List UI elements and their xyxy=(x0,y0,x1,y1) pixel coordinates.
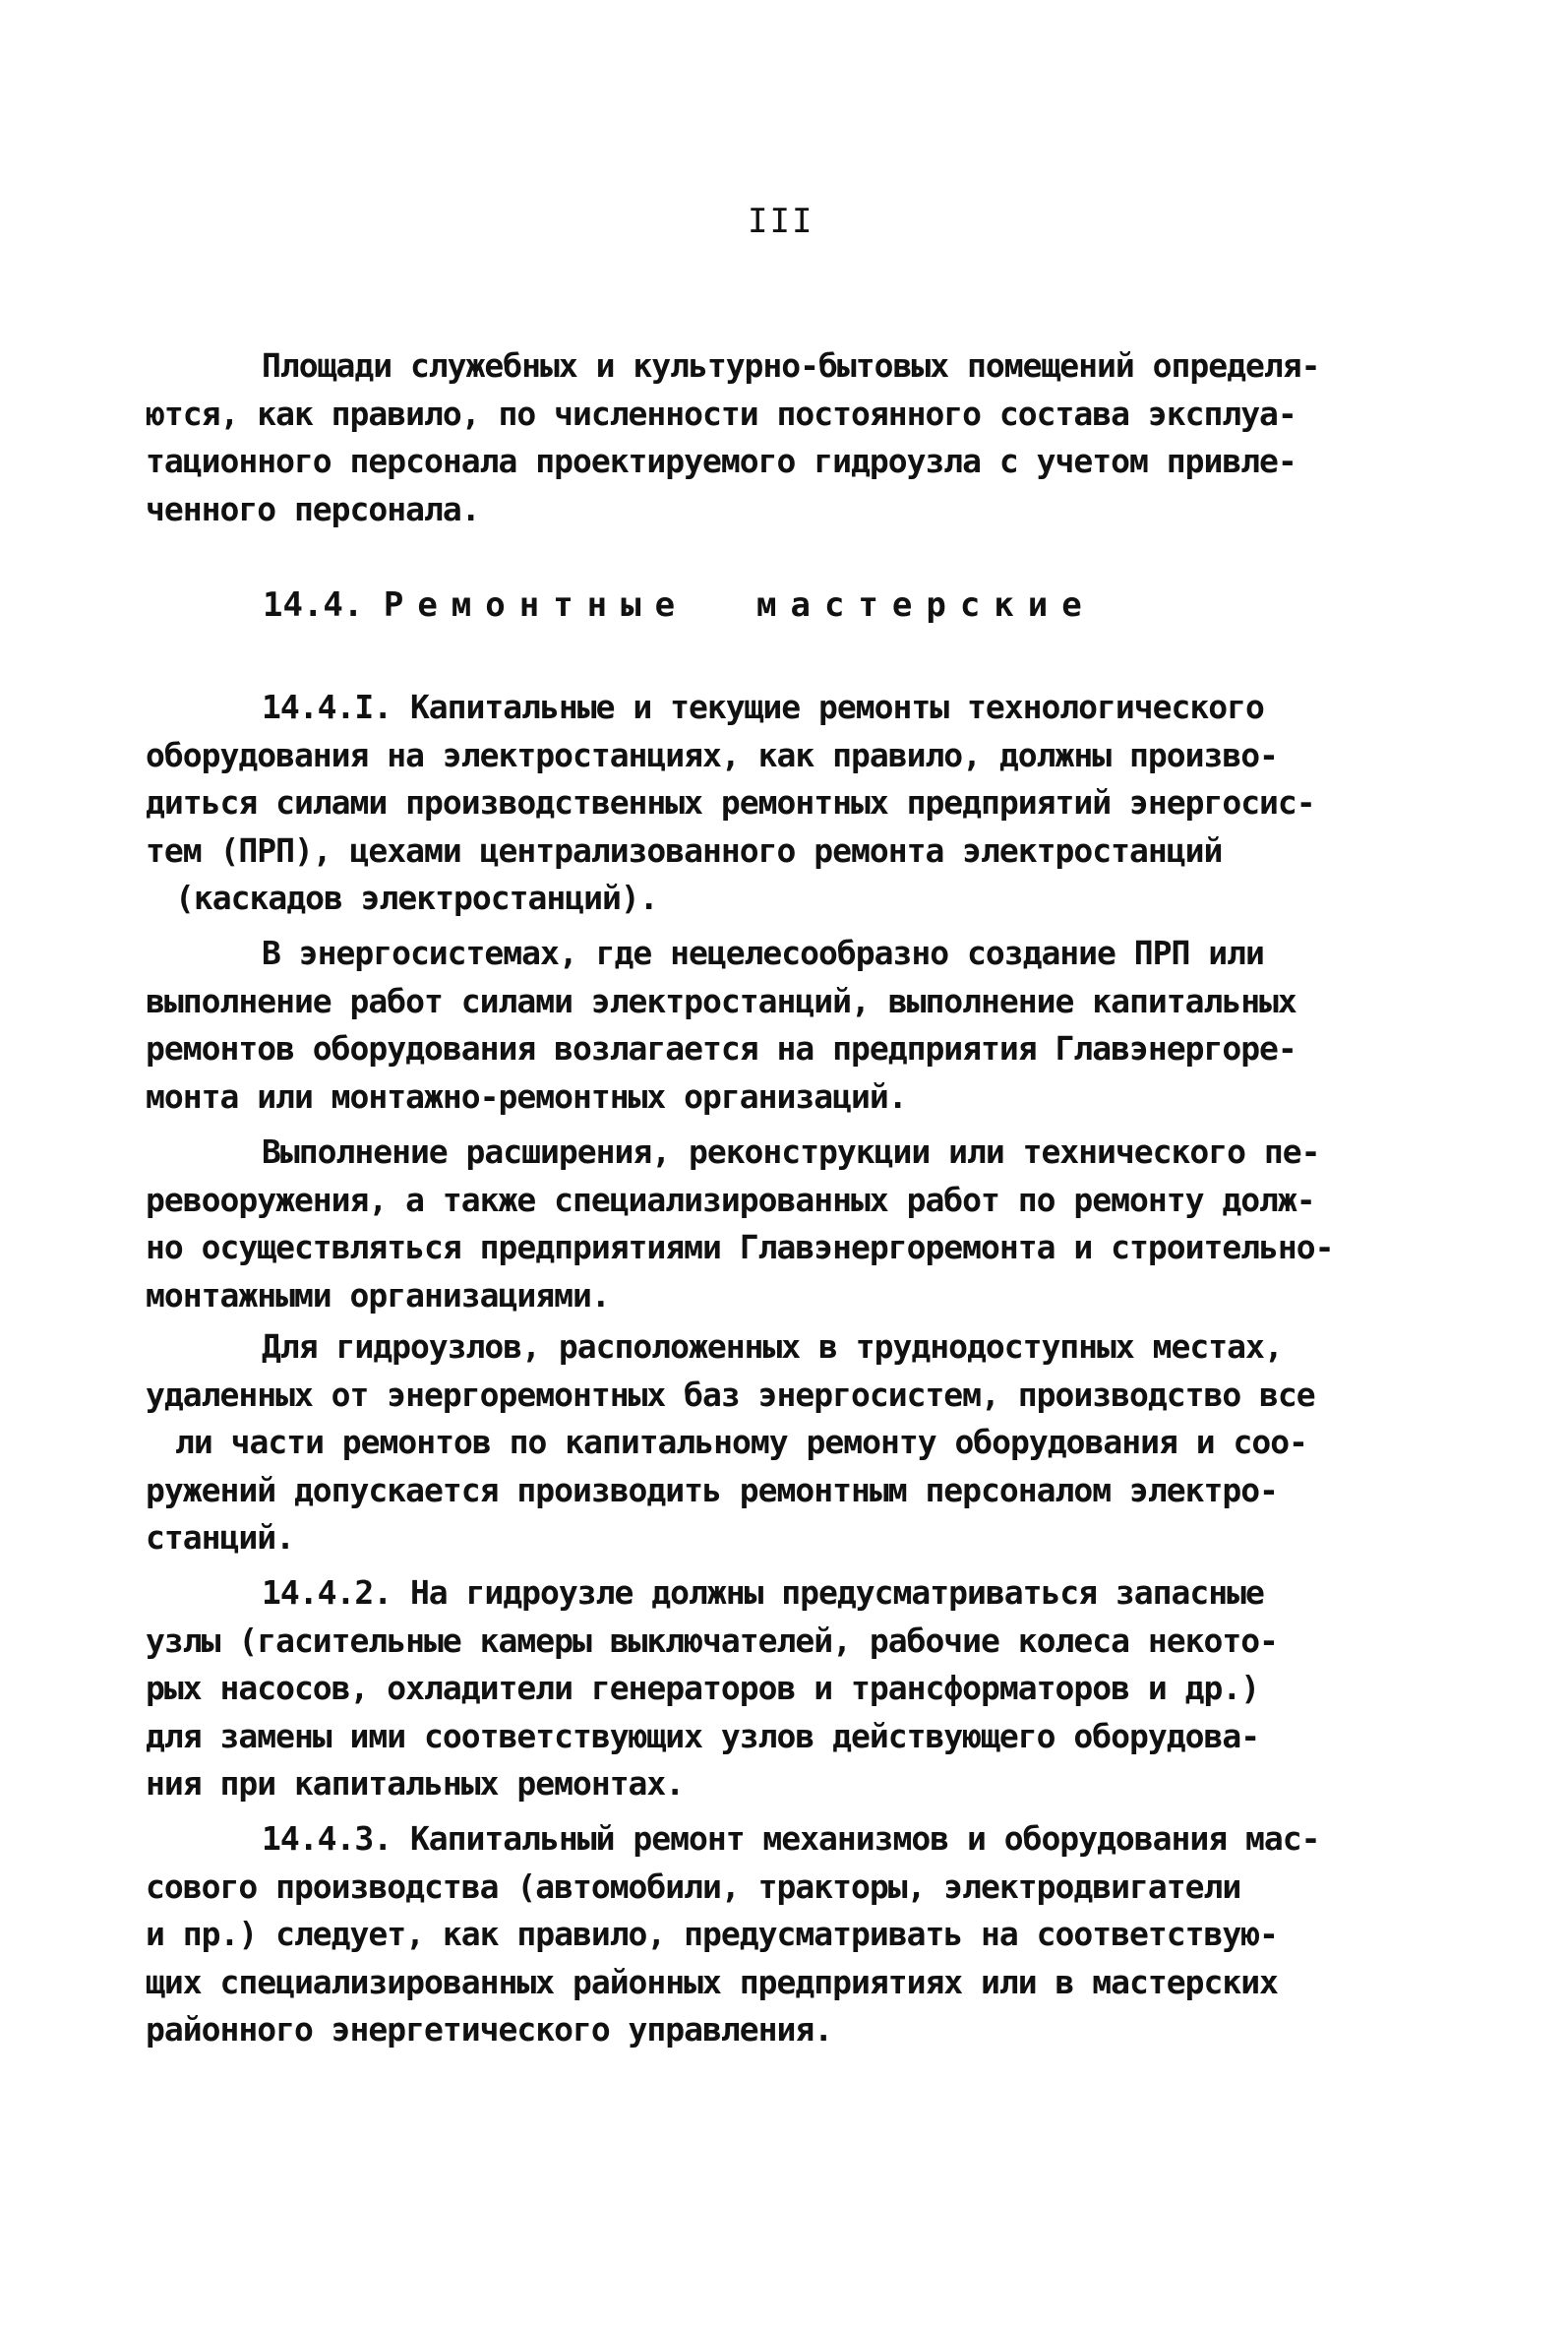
text-line: ремонтов оборудования возлагается на предприятия Главэнергоре- xyxy=(146,1029,1297,1068)
text-line: Выполнение расширения, реконструкции или технического пе- xyxy=(262,1132,1320,1171)
text-line: но осуществляться предприятиями Главэнергоремонта и строительно- xyxy=(146,1228,1334,1266)
intro-paragraph xyxy=(146,342,1444,533)
section-number: 14.4. xyxy=(263,585,364,625)
text-line: тем (ПРП), цехами централизованного ремонта электростанций xyxy=(146,830,1223,870)
text-line: Для гидроузлов, расположенных в труднодоступных местах, xyxy=(262,1327,1283,1366)
paragraph-energy-systems xyxy=(146,930,1444,1121)
text-line: ревооружения, а также специализированных работ по ремонту долж- xyxy=(146,1180,1315,1219)
text-line: диться силами производственных ремонтных предприятий энергосис- xyxy=(146,783,1315,822)
text-line: 14.4.I. Капитальные и текущие ремонты технологического xyxy=(262,688,1264,726)
text-line: и пр.) следует, как правило, предусматривать на соответствую- xyxy=(146,1915,1278,1953)
text-line: ченного персонала. xyxy=(146,489,480,528)
text-line: ли части ремонтов по капитальному ремонту оборудования и соо- xyxy=(175,1423,1307,1461)
paragraph-14-4-3 xyxy=(146,1815,1444,2054)
section-heading xyxy=(263,585,1096,625)
text-line: монтажными организациями. xyxy=(146,1275,610,1315)
text-line: щих специализированных районных предприятиях или в мастерских xyxy=(146,1962,1278,2001)
text-line: монта или монтажно-ремонтных организаций. xyxy=(146,1076,907,1116)
text-line: тационного персонала проектируемого гидроузла с учетом привле- xyxy=(146,442,1297,480)
text-line: станций. xyxy=(146,1518,294,1557)
text-line: ются, как правило, по численности постоянного состава эксплуа- xyxy=(146,394,1297,433)
text-line: 14.4.2. На гидроузле должны предусматриваться запасные xyxy=(262,1573,1264,1612)
section-title: Ремонтные мастерские xyxy=(383,585,1096,625)
paragraph-14-4-2 xyxy=(146,1569,1444,1808)
page-number: III xyxy=(748,202,814,241)
text-line: Площади служебных и культурно-бытовых помещений определя- xyxy=(262,346,1320,385)
text-line: В энергосистемах, где нецелесообразно создание ПРП или xyxy=(262,934,1264,972)
text-line: районного энергетического управления. xyxy=(146,2010,833,2049)
text-line: удаленных от энергоремонтных баз энергосистем, производство все xyxy=(146,1375,1315,1414)
text-line: для замены ими соответствующих узлов действующего оборудова- xyxy=(146,1716,1260,1755)
text-line: сового производства (автомобили, тракторы, электродвигатели xyxy=(146,1866,1241,1906)
paragraph-14-4-1 xyxy=(146,684,1444,923)
text-line: рых насосов, охладители генераторов и трансформаторов и др.) xyxy=(146,1669,1260,1707)
paragraph-reconstruction xyxy=(146,1129,1444,1319)
text-line: оборудования на электростанциях, как правило, должны произво- xyxy=(146,735,1278,774)
text-line: (каскадов электростанций). xyxy=(175,879,658,917)
text-line: 14.4.3. Капитальный ремонт механизмов и оборудования мас- xyxy=(262,1819,1320,1858)
text-line: ружений допускается производить ремонтным персоналом электро- xyxy=(146,1470,1278,1509)
text-line: ния при капитальных ремонтах. xyxy=(146,1764,685,1803)
text-line: узлы (гасительные камеры выключателей, рабочие колеса некото- xyxy=(146,1621,1278,1660)
paragraph-remote-sites xyxy=(146,1323,1444,1562)
text-line: выполнение работ силами электростанций, выполнение капитальных xyxy=(146,981,1297,1020)
